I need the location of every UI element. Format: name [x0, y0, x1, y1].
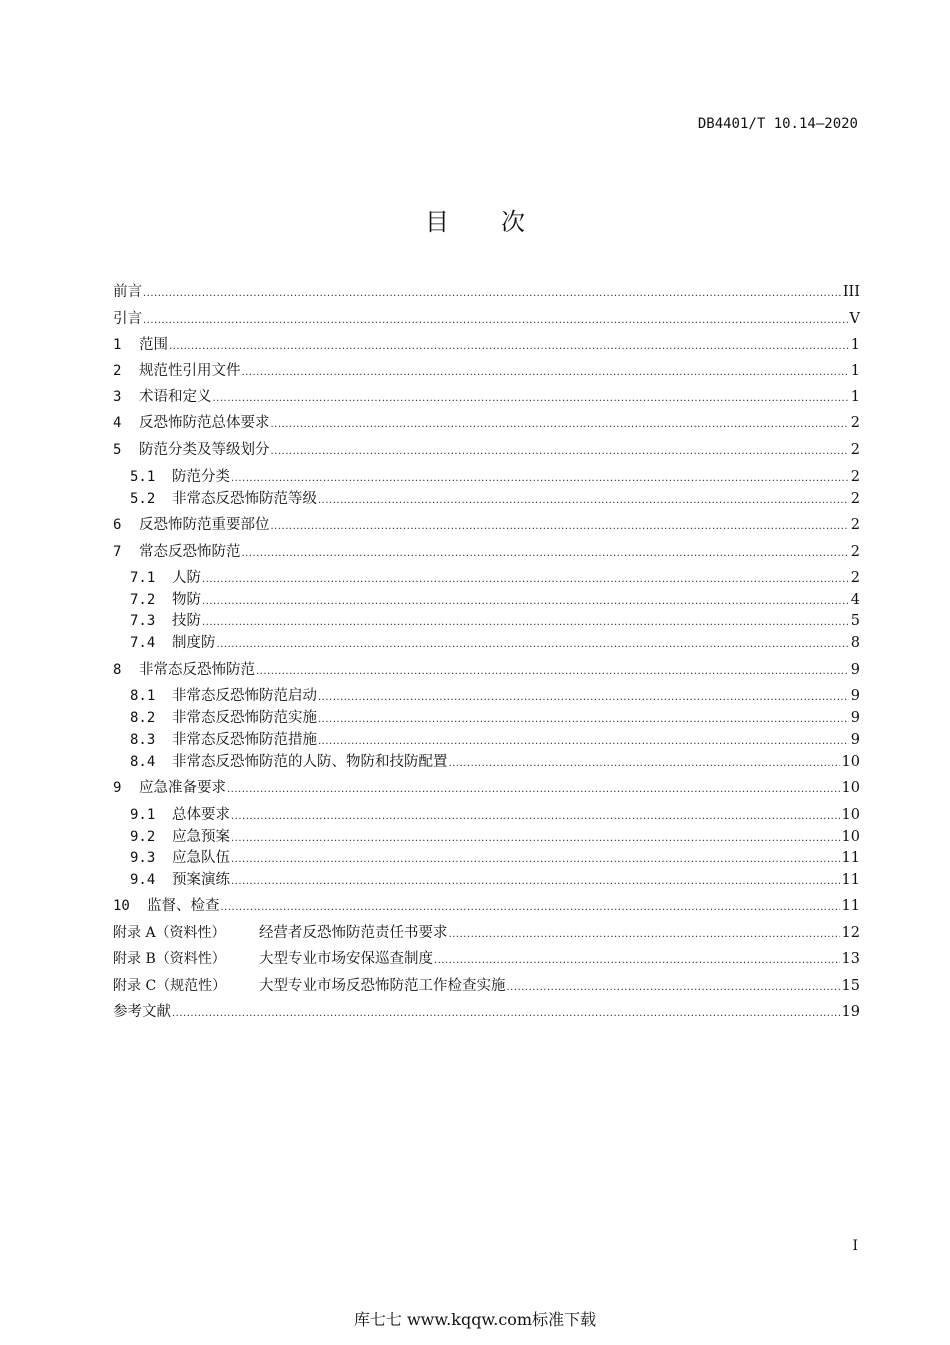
toc-entry-label: 非常态反恐怖防范的人防、物防和技防配置: [172, 754, 448, 770]
toc-entry-page: 1: [850, 389, 860, 405]
toc-entry-page: 12: [841, 925, 860, 941]
toc-entry-label: 非常态反恐怖防范措施: [172, 732, 317, 748]
dot-leader: [230, 848, 840, 868]
toc-entry-page: 8: [850, 635, 860, 651]
toc-entry[interactable]: [113, 282, 860, 302]
toc-entry-label: 防范分类: [172, 469, 230, 485]
toc-entry[interactable]: [113, 413, 860, 433]
toc-entry[interactable]: [113, 949, 860, 969]
toc-entry-number: 8: [113, 662, 122, 678]
toc-entry-page: 9: [850, 710, 860, 726]
toc-entry-page: 1: [850, 337, 860, 353]
dot-leader: [448, 923, 840, 943]
dot-leader: [230, 467, 849, 487]
dot-leader: [270, 440, 849, 460]
toc-entry-page: 13: [841, 951, 860, 967]
toc-entry[interactable]: [113, 542, 860, 562]
toc-entry[interactable]: [113, 467, 860, 487]
toc-entry-label: 人防: [172, 570, 201, 586]
toc-entry-label: 反恐怖防范总体要求: [139, 415, 270, 431]
toc-entry[interactable]: [113, 387, 860, 407]
toc-entry-label: 非常态反恐怖防范启动: [172, 688, 317, 704]
dot-leader: [142, 309, 848, 329]
toc-entry-number: 3: [113, 389, 122, 405]
toc-entry-page: 1: [850, 363, 860, 379]
toc-entry-number: 附录 B（资料性）: [113, 951, 226, 967]
dot-leader: [270, 413, 849, 433]
toc-entry-number: 9.4: [130, 872, 156, 888]
toc-entry-label: 预案演练: [172, 872, 230, 888]
dot-leader: [317, 708, 849, 728]
toc-entry-number: 9: [113, 780, 122, 796]
toc-entry-number: 5.2: [130, 491, 156, 507]
toc-entry[interactable]: [113, 611, 860, 631]
toc-entry-label: 参考文献: [113, 1004, 171, 1020]
dot-leader: [171, 1002, 840, 1022]
toc-entry-page: 2: [850, 442, 860, 458]
toc-entry-number: 7: [113, 544, 122, 560]
dot-leader: [201, 590, 849, 610]
toc-entry-page: 2: [850, 469, 860, 485]
toc-entry-number: 附录 A（资料性）: [113, 925, 226, 941]
toc-entry-number: 1: [113, 337, 122, 353]
toc-entry-page: III: [842, 284, 860, 300]
toc-entry-page: 11: [841, 872, 860, 888]
toc-entry[interactable]: [113, 778, 860, 798]
toc-entry[interactable]: [113, 361, 860, 381]
dot-leader: [317, 489, 849, 509]
toc-entry-page: 11: [841, 850, 860, 866]
toc-entry[interactable]: [113, 896, 860, 916]
toc-entry-number: 6: [113, 517, 122, 533]
toc-entry-number: 8.4: [130, 754, 156, 770]
toc-entry-number: 8.1: [130, 688, 156, 704]
toc-entry-number: 7.1: [130, 570, 156, 586]
toc-entry-page: 19: [841, 1004, 860, 1020]
toc-entry-label: 非常态反恐怖防范等级: [172, 491, 317, 507]
toc-entry[interactable]: [113, 848, 860, 868]
toc-entry-number: 8.2: [130, 710, 156, 726]
toc-entry-number: 5: [113, 442, 122, 458]
toc-entry-number: 附录 C（规范性）: [113, 978, 227, 994]
toc-entry-label: 非常态反恐怖防范实施: [172, 710, 317, 726]
toc-entry[interactable]: [113, 440, 860, 460]
toc-entry-label: 应急队伍: [172, 850, 230, 866]
toc-entry-page: 10: [841, 807, 860, 823]
toc-entry[interactable]: [113, 805, 860, 825]
toc-entry-page: 15: [841, 978, 860, 994]
toc-entry-number: 9.1: [130, 807, 156, 823]
dot-leader: [317, 686, 849, 706]
dot-leader: [255, 660, 849, 680]
dot-leader: [270, 515, 849, 535]
toc-entry-page: 10: [841, 754, 860, 770]
toc-entry-page: 2: [850, 570, 860, 586]
toc-entry[interactable]: [113, 660, 860, 680]
toc-entry[interactable]: [113, 976, 860, 996]
toc-entry-number: 7.2: [130, 592, 156, 608]
toc-entry-label: 监督、检查: [147, 898, 220, 914]
toc-entry[interactable]: [113, 730, 860, 750]
toc-entry-label: 应急准备要求: [139, 780, 226, 796]
toc-entry-page: 2: [850, 517, 860, 533]
dot-leader: [230, 870, 840, 890]
toc-entry-page: 2: [850, 415, 860, 431]
toc-entry-page: 9: [850, 662, 860, 678]
toc-entry-number: 10: [113, 898, 130, 914]
toc-entry-label: 技防: [172, 613, 201, 629]
toc-entry-page: 2: [850, 491, 860, 507]
toc-entry[interactable]: [113, 870, 860, 890]
dot-leader: [317, 730, 849, 750]
page-number: I: [852, 1238, 858, 1254]
toc-entry-number: 7.3: [130, 613, 156, 629]
dot-leader: [506, 976, 840, 996]
dot-leader: [230, 827, 840, 847]
dot-leader: [216, 633, 849, 653]
toc-entry-page: 4: [850, 592, 860, 608]
toc-entry-label: 范围: [139, 337, 168, 353]
toc-entry[interactable]: [113, 708, 860, 728]
toc-entry-page: 11: [841, 898, 860, 914]
toc-entry[interactable]: [113, 590, 860, 610]
toc-entry-label: 大型专业市场安保巡查制度: [259, 951, 433, 967]
toc-entry-label: 术语和定义: [139, 389, 212, 405]
toc-entry-number: 4: [113, 415, 122, 431]
toc-entry-page: 2: [850, 544, 860, 560]
toc-entry-label: 非常态反恐怖防范: [139, 662, 255, 678]
toc-entry[interactable]: [113, 686, 860, 706]
dot-leader: [201, 611, 849, 631]
dot-leader: [142, 282, 841, 302]
toc-entry-label: 反恐怖防范重要部位: [139, 517, 270, 533]
toc-entry-page: 5: [850, 613, 860, 629]
toc-entry-label: 应急预案: [172, 829, 230, 845]
toc-entry-label: 前言: [113, 284, 142, 300]
toc-entry-number: 2: [113, 363, 122, 379]
toc-entry-label: 引言: [113, 311, 142, 327]
dot-leader: [212, 387, 849, 407]
toc-entry-label: 制度防: [172, 635, 216, 651]
toc-entry[interactable]: [113, 633, 860, 653]
dot-leader: [433, 949, 840, 969]
toc-entry-number: 5.1: [130, 469, 156, 485]
toc-entry-page: 9: [850, 688, 860, 704]
dot-leader: [241, 361, 849, 381]
toc-entry-page: 10: [841, 829, 860, 845]
toc-entry[interactable]: [113, 335, 860, 355]
dot-leader: [226, 778, 840, 798]
toc-entry-label: 物防: [172, 592, 201, 608]
toc-entry[interactable]: [113, 1002, 860, 1022]
toc-entry-number: 7.4: [130, 635, 156, 651]
toc-entry[interactable]: [113, 827, 860, 847]
toc-entry[interactable]: [113, 309, 860, 329]
toc-entry-label: 总体要求: [172, 807, 230, 823]
toc-entry-label: 防范分类及等级划分: [139, 442, 270, 458]
page-title: 目次: [425, 208, 577, 236]
toc-entry-label: 规范性引用文件: [139, 363, 241, 379]
toc-entry-number: 8.3: [130, 732, 156, 748]
dot-leader: [168, 335, 849, 355]
dot-leader: [448, 752, 840, 772]
toc-entry-page: 9: [850, 732, 860, 748]
toc-entry[interactable]: [113, 568, 860, 588]
toc-entry-label: 经营者反恐怖防范责任书要求: [259, 925, 448, 941]
toc-entry-number: 9.2: [130, 829, 156, 845]
toc-entry-page: V: [849, 311, 860, 327]
toc-entry-number: 9.3: [130, 850, 156, 866]
toc-entry[interactable]: [113, 515, 860, 535]
toc-entry[interactable]: [113, 923, 860, 943]
dot-leader: [230, 805, 840, 825]
toc-entry-label: 常态反恐怖防范: [139, 544, 241, 560]
dot-leader: [241, 542, 849, 562]
standard-code: DB4401/T 10.14—2020: [697, 116, 858, 132]
dot-leader: [201, 568, 849, 588]
toc-entry[interactable]: [113, 752, 860, 772]
dot-leader: [220, 896, 840, 916]
footer-watermark: 库七七 www.kqqw.com标准下载: [353, 1310, 597, 1329]
toc-entry[interactable]: [113, 489, 860, 509]
toc-entry-label: 大型专业市场反恐怖防范工作检查实施: [259, 978, 506, 994]
toc-entry-page: 10: [841, 780, 860, 796]
